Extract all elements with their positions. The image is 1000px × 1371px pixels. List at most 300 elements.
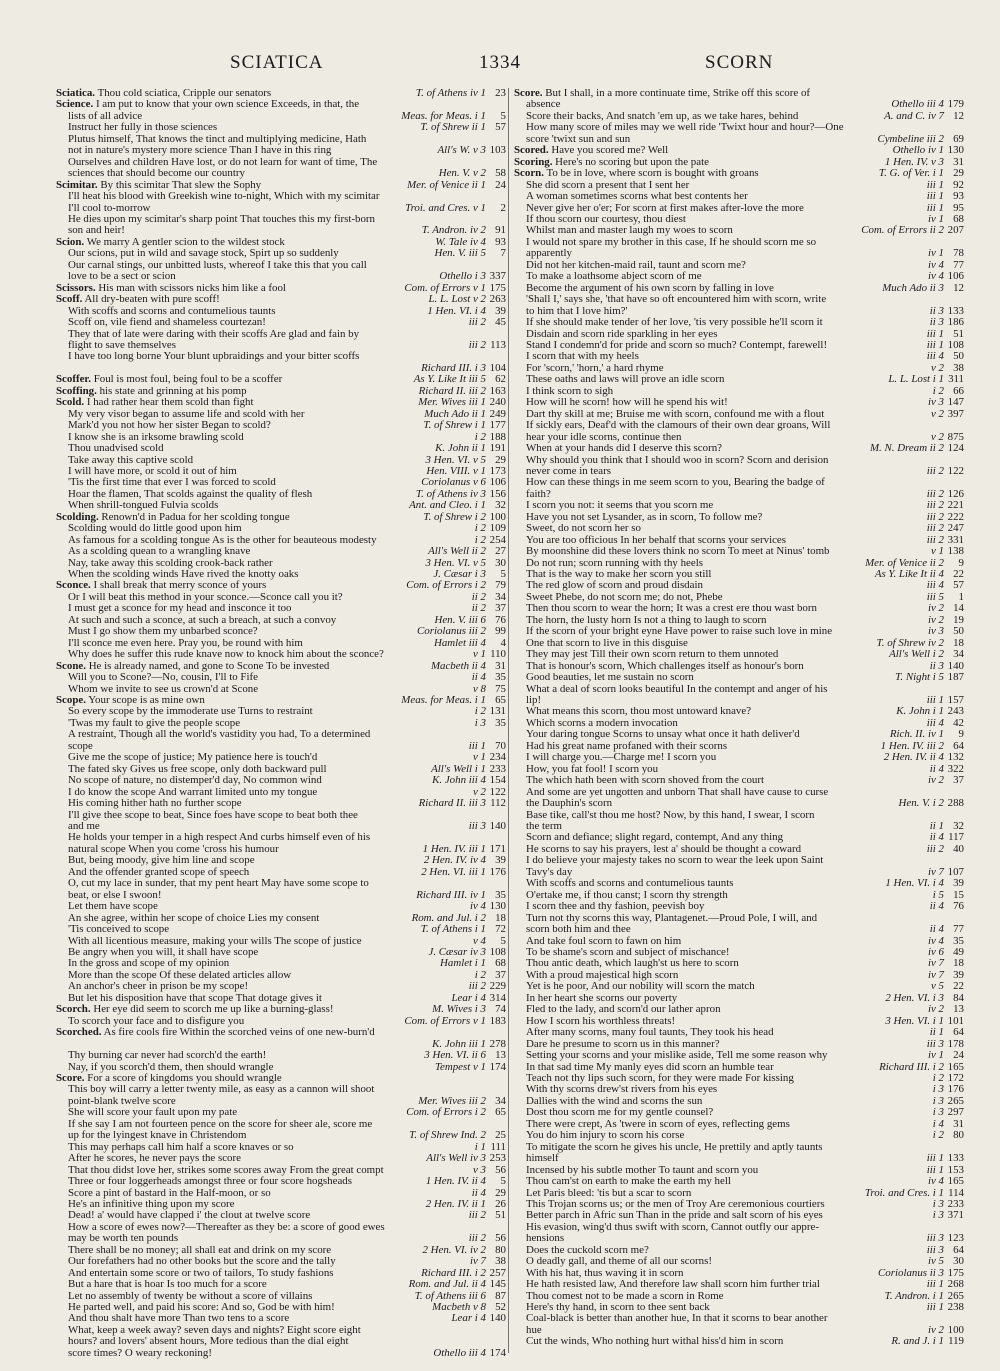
quotation: For a score of kingdoms you should wrangle	[87, 1072, 282, 1084]
entry-text	[56, 466, 423, 477]
line-number: 175	[947, 1266, 964, 1279]
quotation-line	[514, 535, 964, 546]
play-reference: Com. of Errors v 1	[404, 281, 486, 294]
quotation: Incensed by his subtle mother To taunt and scorn you	[526, 1164, 759, 1176]
play-reference: i 2	[932, 1129, 944, 1142]
play-reference: iv 2	[927, 774, 944, 787]
line-number: 87	[495, 1289, 506, 1302]
play-reference: v 1	[472, 648, 486, 661]
quotation-line	[514, 477, 964, 488]
quotation: And some are yet ungotten and unborn That shall have cause to curse	[526, 786, 829, 798]
line-number: 179	[947, 98, 964, 111]
quotation-line	[514, 1153, 964, 1164]
quotation: I will charge you.—Charge me! I scorn you	[526, 752, 717, 764]
entry-text	[514, 947, 925, 958]
line-number: 371	[947, 1209, 964, 1222]
quotation: Why should you think that I should woo in scorn? Scorn and derision	[526, 454, 829, 466]
play-reference: T. Night i 5	[895, 671, 944, 684]
quotation: himself	[526, 1153, 559, 1165]
entry-text	[514, 1096, 930, 1107]
entry-text	[56, 764, 428, 775]
quotation: Let Paris bleed: 'tis but a scar to scorn	[526, 1187, 692, 1199]
play-reference: Com. of Errors i 2	[406, 1106, 486, 1119]
left-column	[56, 88, 506, 1359]
quotation-line	[514, 958, 964, 969]
quotation: Three or four loggerheads amongst three or four score hogsheads	[68, 1176, 352, 1188]
quotation: Thou antic death, which laugh'st us here to scorn	[526, 958, 739, 970]
entry-text	[514, 638, 874, 649]
quotation: How, you fat fool! I scorn you	[526, 763, 659, 775]
play-reference: v 2	[930, 407, 944, 420]
play-reference: T. of Shrew iv 2	[876, 636, 944, 649]
entry-text	[56, 775, 429, 786]
line-number: 186	[947, 316, 964, 329]
quotation: I had rather hear them scold than fight	[86, 397, 254, 409]
line-number: 254	[489, 533, 506, 546]
quotation: Dart thy skill at me; Bruise me with scorn, confound me with a flout	[526, 408, 825, 420]
entry-text	[514, 1313, 941, 1324]
entry-text	[514, 512, 924, 523]
line-number: 31	[953, 155, 964, 168]
play-reference: T. of Shrew Ind. 2	[409, 1129, 486, 1142]
line-number: 233	[489, 762, 506, 775]
play-reference: iv 7	[927, 968, 944, 981]
play-reference: J. Cæsar iv 3	[428, 945, 486, 958]
line-number: 32	[953, 820, 964, 832]
line-number: 78	[953, 247, 964, 260]
entry-text	[514, 535, 924, 546]
quotation-line	[514, 1210, 964, 1221]
line-number: 147	[947, 396, 964, 409]
entry-text	[56, 913, 409, 924]
line-number: 130	[489, 900, 506, 913]
play-reference: Mer. Wives iii 2	[418, 1094, 486, 1107]
line-number: 122	[947, 464, 964, 477]
play-reference: 2 Hen. VI. iii 1	[421, 865, 486, 878]
quotation-line	[514, 1062, 964, 1073]
line-number: 32	[495, 499, 506, 512]
play-reference: All's Well i 1	[431, 762, 486, 775]
play-reference: iv 1	[927, 1049, 944, 1062]
line-number: 18	[495, 911, 506, 924]
quotation-line	[56, 1325, 506, 1336]
quotation: They may jest Till their own scorn return to them unnoted	[526, 649, 779, 661]
entry-text	[56, 260, 483, 271]
play-reference: All's W. v 3	[437, 144, 486, 157]
entry-text	[56, 1199, 423, 1210]
play-reference: 2 Hen. IV. ii 1	[425, 1197, 486, 1210]
quotation: To scorch your face and to disfigure you	[68, 1015, 245, 1027]
entry-text	[56, 993, 449, 1004]
quotation-line	[56, 981, 506, 992]
play-reference: 1 Hen. VI. i 4	[427, 304, 486, 317]
quotation: Mark'd you not how her sister Began to scold?	[68, 420, 271, 432]
quotation: O'ertake me, if thou canst; I scorn thy strength	[526, 889, 728, 901]
line-number: 5	[500, 934, 506, 947]
right-guide-word: SCORN	[705, 52, 774, 73]
entry-text	[514, 329, 924, 340]
play-reference: 1 Hen. IV. v 3	[884, 155, 944, 168]
quotation: Whom we invite to see us crown'd at Scone	[68, 683, 259, 695]
play-reference: 2 Hen. IV. ii 4	[883, 751, 944, 764]
quotation: An anchor's cheer in prison be my scope!	[68, 981, 249, 993]
quotation: son and heir!	[68, 225, 125, 237]
entry-text	[56, 145, 434, 156]
quotation-line	[56, 122, 506, 133]
quotation-line	[514, 1107, 964, 1118]
entry-text	[514, 1256, 925, 1267]
line-number: 57	[953, 579, 964, 592]
line-number: 38	[495, 1255, 506, 1268]
quotation-line	[56, 203, 506, 214]
line-number: 62	[495, 373, 506, 386]
quotation: The red glow of scorn and proud disdain	[526, 580, 703, 592]
quotation-line	[56, 878, 506, 889]
quotation: Do not run; scorn running with thy heels	[526, 557, 703, 569]
quotation: Turn not thy scorns this way, Plantagenet.—Proud Pole, I will, and	[526, 912, 818, 924]
quotation: Better parch in Afric sun Than in the pride and salt scorn of his eyes	[526, 1210, 823, 1222]
quotation-line	[514, 512, 964, 523]
quotation: Her eye did seem to scorch me up like a burning-glass!	[93, 1004, 334, 1016]
line-number: 1	[958, 590, 964, 603]
entry-text	[514, 981, 928, 992]
play-reference: iv 4	[927, 270, 944, 283]
quotation-line	[514, 1027, 964, 1038]
line-number: 30	[495, 556, 506, 569]
line-number: 35	[495, 888, 506, 901]
quotation-line	[56, 867, 506, 878]
play-reference: Richard III. i 2	[421, 1266, 486, 1279]
line-number: 176	[947, 1083, 964, 1096]
quotation: Dallies with the wind and scorns the sun	[526, 1095, 703, 1107]
entry-text	[514, 489, 924, 500]
quotation: And entertain some score or two of tailors, To study fashions	[68, 1267, 334, 1279]
line-number: 311	[948, 373, 964, 386]
quotation-line	[56, 420, 506, 431]
line-number: 132	[947, 751, 964, 764]
quotation-line	[56, 1130, 506, 1141]
entry-text	[514, 1119, 930, 1130]
line-number: 91	[495, 224, 506, 237]
play-reference: Othello iii 4	[433, 1346, 486, 1359]
quotation-line	[56, 1016, 506, 1027]
play-reference: 3 Hen. VI. i 1	[885, 1014, 944, 1027]
play-reference: Othello i 3	[439, 270, 486, 283]
entry-text	[514, 649, 886, 660]
quotation-line	[56, 775, 506, 786]
quotation: As a scolding quean to a wrangling knave	[68, 546, 251, 558]
quotation: Your scope is as mine own	[88, 695, 205, 707]
entry-text	[514, 363, 928, 374]
quotation-line	[56, 741, 506, 752]
quotation: How many score of miles may we well ride 'Twixt hour and hour?—One	[526, 122, 844, 134]
headword-entry	[56, 1004, 506, 1015]
quotation: At such and such a sconce, at such a breach, at such a convoy	[68, 614, 337, 626]
quotation-line	[514, 1050, 964, 1061]
play-reference: i 2	[474, 705, 486, 718]
entry-text	[56, 1153, 423, 1164]
line-number: 331	[947, 533, 964, 546]
quotation-line	[514, 1291, 964, 1302]
quotation-line	[514, 706, 964, 717]
quotation-line	[514, 603, 964, 614]
play-reference: Troi. and Cres. i 1	[864, 1186, 944, 1199]
entry-text	[514, 466, 924, 477]
play-reference: i 3	[932, 1209, 944, 1222]
play-reference: T. of Athens iv 3	[415, 487, 486, 500]
quotation-line	[514, 684, 964, 695]
quotation-line	[514, 1176, 964, 1187]
quotation: I'll give thee scope to beat, Since foes have scope to beat both thee	[68, 809, 358, 821]
quotation-line	[514, 993, 964, 1004]
entry-text	[514, 615, 925, 626]
entry-text	[514, 970, 925, 981]
entry-text	[514, 741, 878, 752]
entry-text	[514, 225, 858, 236]
quotation-line	[56, 638, 506, 649]
quotation-line	[514, 294, 964, 305]
line-number: 106	[947, 270, 964, 283]
line-number: 106	[489, 476, 506, 489]
play-reference: iii 2	[926, 464, 944, 477]
play-reference: iii 2	[926, 499, 944, 512]
quotation-line	[514, 306, 964, 317]
line-number: 101	[947, 1014, 964, 1027]
quotation-line	[56, 1210, 506, 1221]
line-number: 38	[953, 361, 964, 374]
quotation: If she say I am not fourteen pence on the score for sheer ale, score me	[68, 1118, 373, 1130]
entry-text	[514, 420, 941, 431]
quotation: All dry-beaten with pure scoff!	[84, 294, 220, 306]
quotation: hear your idle scorns, continue then	[526, 431, 682, 443]
quotation: How will he scorn! how will he spend his wit!	[526, 397, 728, 409]
quotation-line	[514, 489, 964, 500]
entry-text	[56, 569, 430, 580]
entry-text	[514, 867, 925, 878]
quotation-line	[56, 168, 506, 179]
entry-text	[514, 798, 896, 809]
entry-text	[514, 294, 941, 305]
line-number: 103	[489, 144, 506, 157]
quotation: Hoar the flamen, That scolds against the quality of flesh	[68, 488, 313, 500]
line-number: 27	[495, 545, 506, 558]
quotation: Scoff on, vile fiend and shameless courtezan!	[68, 317, 266, 329]
quotation-line	[514, 878, 964, 889]
entry-text	[56, 810, 483, 821]
entry-text	[56, 203, 402, 214]
line-number: 39	[495, 304, 506, 317]
headword: Scored.	[514, 145, 549, 157]
quotation: Tavy's day	[526, 866, 573, 878]
entry-text	[56, 787, 470, 798]
play-reference: K. John iii 4	[432, 774, 486, 787]
quotation-line	[56, 924, 506, 935]
quotation: You do him injury to scorn his corse	[526, 1130, 685, 1142]
entry-text	[514, 752, 881, 763]
play-reference: Tempest v 1	[434, 1060, 486, 1073]
quotation: That is the way to make her scorn you still	[526, 569, 712, 581]
line-number: 68	[495, 957, 506, 970]
quotation-line	[56, 1199, 506, 1210]
entry-text	[514, 409, 928, 420]
entry-text	[56, 741, 466, 752]
play-reference: L. L. Lost v 2	[428, 293, 486, 306]
play-reference: iv 4	[469, 900, 486, 913]
entry-text	[56, 729, 483, 740]
line-number: 172	[947, 1071, 964, 1084]
play-reference: iii 4	[926, 716, 944, 729]
quotation: Our carnal stings, our unbitted lusts, whereof I take this that you call	[68, 259, 367, 271]
entry-text	[514, 523, 924, 534]
line-number: 337	[489, 270, 506, 283]
play-reference: iii 1	[926, 1152, 944, 1165]
line-number: 123	[947, 1232, 964, 1245]
play-reference: v 1	[472, 751, 486, 764]
entry-text	[56, 558, 423, 569]
quotation: up for the lyingest knave in Christendom	[68, 1130, 247, 1142]
line-number: 178	[947, 1037, 964, 1050]
play-reference: iv 7	[927, 865, 944, 878]
entry-text	[514, 855, 941, 866]
entry-text	[514, 500, 924, 511]
headword-entry	[56, 1073, 506, 1084]
entry-text	[56, 306, 424, 317]
quotation-line	[514, 901, 964, 912]
quotation: Foul is most foul, being foul to be a scoffer	[93, 374, 283, 386]
play-reference: ii 1	[929, 820, 944, 832]
play-reference: Meas. for Meas. i 1	[401, 694, 486, 707]
quotation: I'll heat his blood with Greekish wine to-night, Which with my scimitar	[68, 191, 380, 203]
quotation-line	[514, 855, 964, 866]
quotation: hensions	[526, 1233, 565, 1245]
line-number: 72	[495, 923, 506, 936]
entry-text	[514, 1153, 924, 1164]
entry-text	[56, 1027, 483, 1038]
line-number: 25	[495, 1129, 506, 1142]
play-reference: Mer. of Venice ii 2	[865, 556, 944, 569]
play-reference: Macbeth ii 4	[430, 659, 486, 672]
entry-text	[56, 695, 398, 706]
play-reference: Hamlet i 1	[440, 957, 486, 970]
line-number: 222	[947, 510, 964, 523]
headword: Scimitar.	[56, 179, 98, 191]
line-number: 183	[489, 1014, 506, 1027]
entry-text	[514, 306, 927, 317]
line-number: 66	[953, 384, 964, 397]
play-reference: iii 1	[926, 178, 944, 191]
entry-text	[514, 317, 927, 328]
line-number: 49	[953, 945, 964, 958]
entry-text	[56, 1016, 401, 1027]
quotation: and me	[68, 821, 100, 832]
line-number: 154	[489, 774, 506, 787]
quotation: How a score of ewes now?—Thereafter as they be: a score of good ewes	[68, 1221, 385, 1233]
entry-text	[514, 821, 927, 832]
quotation: He's an infinitive thing upon my score	[68, 1198, 235, 1210]
entry-text	[514, 764, 927, 775]
entry-text	[514, 787, 941, 798]
play-reference: v 2	[930, 361, 944, 374]
quotation-line	[514, 844, 964, 855]
quotation-line	[514, 913, 964, 924]
quotation: There shall be no money; all shall eat and drink on my score	[68, 1244, 332, 1256]
play-reference: M. Wives i 3	[432, 1003, 486, 1016]
quotation: How can these things in me seem scorn to you, Bearing the badge of	[526, 477, 825, 489]
line-number: 165	[947, 1060, 964, 1073]
quotation-line	[56, 1245, 506, 1256]
entry-text	[56, 844, 420, 855]
quotation-line	[514, 752, 964, 763]
quotation-line	[514, 1268, 964, 1279]
line-number: 288	[947, 797, 964, 810]
quotation-line	[56, 649, 506, 660]
entry-text	[514, 901, 927, 912]
entry-text	[56, 638, 431, 649]
entry-text	[56, 1336, 483, 1347]
play-reference: 3 Hen. VI. v 5	[425, 453, 486, 466]
play-reference: ii 4	[929, 762, 944, 775]
quotation-line	[514, 111, 964, 122]
line-number: 34	[953, 648, 964, 661]
headword: Scone.	[56, 660, 86, 672]
line-number: 138	[947, 545, 964, 558]
quotation: may be worth ten pounds	[68, 1233, 179, 1245]
entry-text	[56, 111, 398, 122]
quotation: scorn both him and thee	[526, 924, 631, 936]
play-reference: iii 2	[468, 1209, 486, 1222]
quotation: Here's no scoring but upon the pate	[555, 156, 709, 168]
line-number: 397	[947, 407, 964, 420]
play-reference: iii 3	[926, 1232, 944, 1245]
entry-text	[514, 157, 882, 168]
line-number: 112	[490, 797, 506, 810]
quotation: His evasion, wing'd thus swift with scorn, Cannot outfly our appre-	[526, 1221, 819, 1233]
quotation: Cut the winds, Who nothing hurt withal hiss'd him in scorn	[526, 1336, 784, 1348]
quotation: He parted well, and paid his score: And so, God be with him!	[68, 1302, 335, 1314]
entry-text	[56, 535, 472, 546]
quotation: Yet is he poor, And our nobility will scorn the match	[526, 981, 755, 993]
play-reference: T. G. of Ver. i 1	[878, 167, 944, 180]
line-number: 122	[489, 785, 506, 798]
quotation: natural scope When you come 'cross his humour	[68, 843, 279, 855]
entry-text	[514, 203, 924, 214]
line-number: 99	[495, 625, 506, 638]
entry-text	[56, 329, 483, 340]
entry-text	[514, 1107, 930, 1118]
line-number: 233	[947, 1197, 964, 1210]
quotation: score times? O weary reckoning!	[68, 1347, 212, 1359]
entry-text	[56, 409, 421, 420]
entry-text	[514, 111, 881, 122]
entry-text	[56, 477, 418, 488]
quotation: Give me the scope of justice; My patience here is touch'd	[68, 752, 318, 764]
entry-text	[56, 970, 472, 981]
entry-text	[514, 1222, 941, 1233]
quotation: Be angry when you will, it shall have scope	[68, 946, 259, 958]
quotation: Teach not thy lips such scorn, for they were made For kissing	[526, 1072, 794, 1084]
quotation-line	[514, 191, 964, 202]
quotation: When shrill-tongued Fulvia scolds	[68, 500, 219, 512]
play-reference: Rom. and Jul. i 2	[411, 911, 486, 924]
quotation-line	[514, 821, 964, 832]
play-reference: Meas. for Meas. i 1	[401, 109, 486, 122]
entry-text	[514, 99, 888, 110]
entry-text	[514, 397, 925, 408]
entry-text	[514, 237, 941, 248]
play-reference: iv 2	[927, 1003, 944, 1016]
quotation: Thou comest not to be made a scorn in Rome	[526, 1290, 724, 1302]
quotation: To make a loathsome abject scorn of me	[526, 271, 702, 283]
